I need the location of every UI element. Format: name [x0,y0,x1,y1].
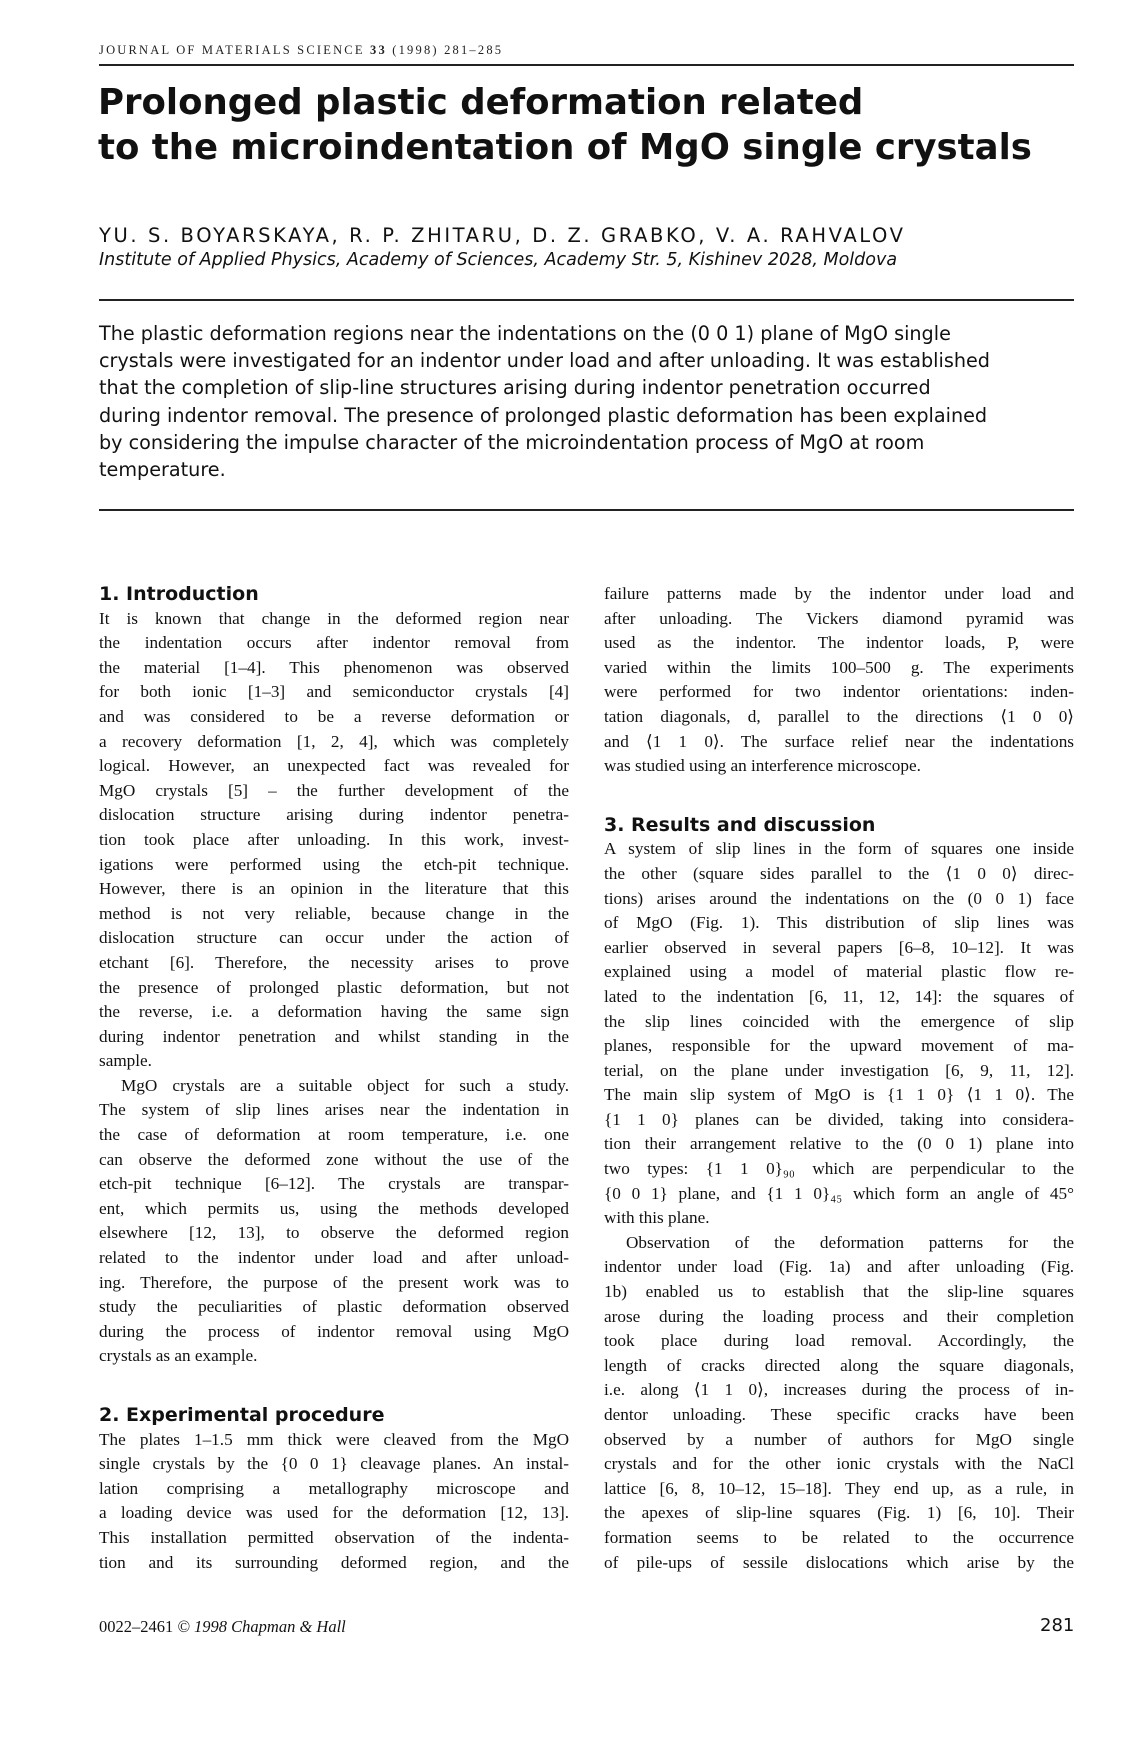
introduction-body [99,607,569,1369]
text-line: the indentation occurs after indentor removal from [99,633,569,653]
text-line: tation diagonals, d, parallel to the directions ⟨1 0 0⟩ [604,706,1074,726]
text-line: dislocation structure can occur under the action of [99,928,569,948]
abstract-rule-top [99,299,1074,301]
title-line: to the microindentation of MgO single crystals [98,127,1032,168]
experimental-body-continued [604,582,1074,779]
text-line: the material [1–4]. This phenomenon was observed [99,657,569,677]
affiliation: Institute of Applied Physics, Academy of Sciences, Academy Str. 5, Kishinev 2028, Moldova [99,250,898,270]
text-line: logical. However, an unexpected fact was revealed for [99,756,569,776]
text-line: planes, responsible for the upward movement of ma- [604,1036,1074,1056]
title-line: Prolonged plastic deformation related [98,82,864,123]
text-line: lattice [6, 8, 10–12, 15–18]. They end up, as a rule, in [604,1478,1074,1498]
text-line: observed by a number of authors for MgO single [604,1429,1074,1449]
text-line: of MgO (Fig. 1). This distribution of slip lines was [604,913,1074,933]
text-line: igations were performed using the etch-pit technique. [99,854,569,874]
text-line: used as the indentor. The indentor loads, P, were [604,633,1074,653]
text-line: MgO crystals [5] – the further development of the [99,780,569,800]
text-line: MgO crystals are a suitable object for such a study. [121,1075,569,1095]
text-line: varied within the limits 100–500 g. The experiments [604,657,1074,677]
text-line: tions) arises around the indentations on the (0 0 1) face [604,888,1074,908]
text-line: the case of deformation at room temperature, i.e. one [99,1125,569,1145]
text-line: sample. [99,1051,152,1071]
text-line: terial, on the plane under investigation [6, 9, 11, 12]. [604,1060,1074,1080]
text-line: failure patterns made by the indentor under load and [604,584,1074,603]
text-line: formation seems to be related to the occurrence [604,1527,1074,1547]
text-line: the apexes of slip-line squares (Fig. 1) [6, 10]. Their [604,1503,1074,1523]
text-line: the slip lines coincided with the emergence of slip [604,1011,1074,1031]
abstract-line: temperature. [99,458,226,482]
text-line: during the process of indentor removal using MgO [99,1321,569,1341]
copyright: © 1998 Chapman & Hall [177,1617,346,1636]
results-body [604,837,1074,1575]
text-line: was studied using an interference microscope. [604,756,921,776]
text-line: a recovery deformation [1, 2, 4], which was completely [99,731,569,751]
text-line: etchant [6]. Therefore, the necessity arises to prove [99,952,569,972]
text-line: after unloading. The Vickers diamond pyramid was [604,608,1074,628]
text-line: length of cracks directed along the square diagonals, [604,1355,1074,1375]
journal-header [99,43,503,58]
text-line: tion took place after unloading. In this work, invest- [99,829,569,849]
text-line: the presence of prolonged plastic deformation, but not [99,977,569,997]
author-list: YU. S. BOYARSKAYA, R. P. ZHITARU, D. Z. GRABKO, V. A. RAHVALOV [99,224,906,247]
text-line: ent, which permits us, using the methods developed [99,1198,569,1218]
text-line: with this plane. [604,1208,710,1228]
footer-issn [99,1617,346,1637]
text-line: A system of slip lines in the form of squares one inside [604,839,1074,859]
text-line: However, there is an opinion in the literature that this [99,879,569,899]
text-line: tion and its surrounding deformed region, and the [99,1552,569,1572]
text-line: Observation of the deformation patterns for the [626,1232,1074,1252]
abstract-line: The plastic deformation regions near the indentations on the (0 0 1) plane of MgO single [99,322,951,345]
journal-name: JOURNAL OF MATERIALS SCIENCE [99,43,370,57]
section-heading-experimental: 2. Experimental procedure [99,1404,385,1426]
abstract-line: by considering the impulse character of the microindentation process of MgO at room [99,430,925,454]
section-heading-introduction: 1. Introduction [99,583,259,605]
text-line: during indentor penetration and whilst standing in the [99,1026,569,1046]
text-line: ing. Therefore, the purpose of the present work was to [99,1272,569,1292]
text-line: were performed for two indentor orientations: inden- [604,682,1074,702]
header-rule [99,64,1074,66]
text-line: This installation permitted observation of the indenta- [99,1527,569,1547]
abstract-line: that the completion of slip-line structures arising during indentor penetration occurred [99,376,931,400]
abstract-line: during indentor removal. The presence of prolonged plastic deformation has been explained [99,403,988,427]
text-line: two types: {1 1 0}₉₀ which are perpendicular to the [604,1159,1074,1179]
text-line: The plates 1–1.5 mm thick were cleaved from the MgO [99,1429,569,1449]
text-line: etch-pit technique [6–12]. The crystals are transpar- [99,1174,569,1194]
issn: 0022–2461 [99,1617,178,1636]
text-line: and ⟨1 1 0⟩. The surface relief near the indentations [604,731,1074,751]
text-line: lation comprising a metallography microscope and [99,1478,569,1498]
text-line: can observe the deformed zone without the use of the [99,1149,569,1169]
text-line: of pile-ups of sessile dislocations which arise by the [604,1552,1074,1572]
text-line: arose during the loading process and their completion [604,1306,1074,1326]
experimental-body [99,1428,569,1576]
text-line: lated to the indentation [6, 11, 12, 14]: the squares of [604,986,1074,1006]
text-line: {0 0 1} plane, and {1 1 0}₄₅ which form an angle of 45° [604,1183,1074,1203]
text-line: single crystals by the {0 0 1} cleavage planes. An instal- [99,1454,569,1474]
text-line: for both ionic [1–3] and semiconductor crystals [4] [99,682,569,702]
text-line: crystals and for the other ionic crystals with the NaCl [604,1454,1074,1474]
text-line: study the peculiarities of plastic deformation observed [99,1297,569,1317]
text-line: tion their arrangement relative to the (0 0 1) plane into [604,1134,1074,1154]
text-line: the reverse, i.e. a deformation having the same sign [99,1002,569,1022]
text-line: took place during load removal. Accordingly, the [604,1331,1074,1351]
right-column [604,582,1074,1575]
text-line: dislocation structure arising during indentor penetra- [99,805,569,825]
text-line: earlier observed in several papers [6–8, 10–12]. It was [604,937,1074,957]
journal-year-pages: (1998) 281–285 [386,43,504,57]
text-line: indentor under load (Fig. 1a) and after unloading (Fig. [604,1257,1074,1277]
text-line: i.e. along ⟨1 1 0⟩, increases during the process of in- [604,1380,1074,1400]
text-line: crystals as an example. [99,1346,258,1366]
abstract-line: crystals were investigated for an indentor under load and after unloading. It was established [99,349,990,373]
text-line: method is not very reliable, because change in the [99,903,569,923]
abstract-rule-bottom [99,509,1074,511]
journal-volume: 33 [370,43,387,57]
text-line: explained using a model of material plastic flow re- [604,962,1074,982]
text-line: 1b) enabled us to establish that the slip-line squares [604,1282,1074,1302]
text-line: dentor unloading. These specific cracks have been [604,1405,1074,1424]
text-line: the other (square sides parallel to the ⟨1 0 0⟩ direc- [604,863,1074,883]
page-number: 281 [1040,1615,1075,1636]
section-heading-results: 3. Results and discussion [604,813,876,836]
text-line: related to the indentor under load and after unload- [99,1248,569,1268]
text-line: The main slip system of MgO is {1 1 0} ⟨1 1 0⟩. The [604,1085,1074,1105]
left-column [99,582,569,1575]
text-line: and was considered to be a reverse deformation or [99,706,569,726]
paper-title [98,80,1078,170]
text-line: elsewhere [12, 13], to observe the deformed region [99,1223,569,1243]
text-line: a loading device was used for the deformation [12, 13]. [99,1503,569,1523]
abstract [99,320,1074,483]
text-line: {1 1 0} planes can be divided, taking into considera- [604,1109,1074,1129]
text-line: The system of slip lines arises near the indentation in [99,1100,569,1120]
text-line: It is known that change in the deformed region near [99,608,569,628]
